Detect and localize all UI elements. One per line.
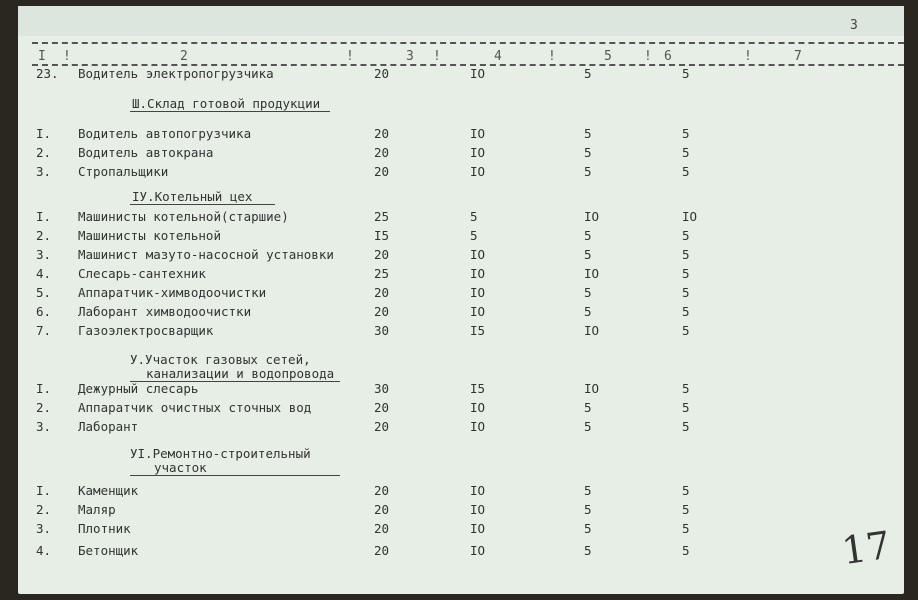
row-value-5: 5 [584, 483, 592, 498]
section-underline [130, 475, 340, 476]
row-value-5: IO [584, 209, 600, 224]
row-value-3: 30 [374, 323, 390, 338]
header-col-5: 5 [604, 49, 612, 64]
row-title: Машинисты котельной(старшие) [78, 209, 289, 224]
row-value-4: IO [470, 266, 486, 281]
row-number: 2. [36, 228, 52, 243]
row-title: Машинисты котельной [78, 228, 221, 243]
row-value-6: 5 [682, 126, 690, 141]
row-title: Дежурный слесарь [78, 381, 199, 396]
header-sep: ! [63, 49, 71, 64]
row-value-5: 5 [584, 66, 592, 81]
row-title: Лаборант [78, 419, 139, 434]
row-number: 4. [36, 543, 52, 558]
row-number: 3. [36, 419, 52, 434]
handwritten-mark: 17 [839, 522, 894, 574]
section-heading: УI.Ремонтно-строительный [130, 446, 311, 461]
row-value-5: 5 [584, 400, 592, 415]
row-value-5: 5 [584, 228, 592, 243]
row-value-4: IO [470, 502, 486, 517]
row-value-4: IO [470, 419, 486, 434]
row-title: Газоэлектросварщик [78, 323, 214, 338]
row-title: Слесарь-сантехник [78, 266, 206, 281]
section-heading: Ш.Склад готовой продукции [132, 96, 321, 111]
row-number: 3. [36, 247, 52, 262]
row-value-3: 20 [374, 126, 390, 141]
row-number: I. [36, 381, 52, 396]
row-number: 7. [36, 323, 52, 338]
section-heading: У.Участок газовых сетей, [130, 352, 311, 367]
row-value-6: 5 [682, 66, 690, 81]
row-number: I. [36, 209, 52, 224]
row-value-6: 5 [682, 304, 690, 319]
header-col-2: 2 [180, 49, 188, 64]
row-number: 4. [36, 266, 52, 281]
row-value-4: IO [470, 543, 486, 558]
header-sep: ! [433, 49, 441, 64]
row-value-3: 20 [374, 543, 390, 558]
row-value-3: 20 [374, 419, 390, 434]
row-value-4: 5 [470, 209, 478, 224]
row-value-3: 25 [374, 266, 390, 281]
row-value-6: 5 [682, 502, 690, 517]
row-value-5: 5 [584, 521, 592, 536]
row-value-4: IO [470, 400, 486, 415]
row-number: I. [36, 483, 52, 498]
row-number: 6. [36, 304, 52, 319]
row-value-4: IO [470, 145, 486, 160]
row-value-3: 20 [374, 66, 390, 81]
row-value-5: 5 [584, 126, 592, 141]
row-value-3: 20 [374, 502, 390, 517]
section-heading-line2: участок [154, 460, 207, 475]
row-value-6: 5 [682, 164, 690, 179]
row-value-3: 20 [374, 164, 390, 179]
row-title: Лаборант химводоочистки [78, 304, 252, 319]
row-value-5: IO [584, 323, 600, 338]
row-value-4: IO [470, 483, 486, 498]
row-number: 2. [36, 400, 52, 415]
row-value-4: IO [470, 304, 486, 319]
row-value-6: IO [682, 209, 698, 224]
row-value-6: 5 [682, 381, 690, 396]
row-value-4: 5 [470, 228, 478, 243]
row-value-6: 5 [682, 483, 690, 498]
header-col-4: 4 [494, 49, 502, 64]
section-underline [130, 204, 275, 205]
row-number: I. [36, 126, 52, 141]
row-value-3: 20 [374, 247, 390, 262]
top-paper-band [18, 6, 904, 36]
row-value-4: I5 [470, 381, 486, 396]
document-page [18, 6, 904, 594]
row-value-6: 5 [682, 266, 690, 281]
row-value-6: 5 [682, 145, 690, 160]
row-title: Аппаратчик-химводоочистки [78, 285, 267, 300]
row-value-4: IO [470, 521, 486, 536]
row-value-5: IO [584, 266, 600, 281]
row-value-6: 5 [682, 228, 690, 243]
row-value-6: 5 [682, 543, 690, 558]
row-value-3: 20 [374, 400, 390, 415]
row-title: Водитель автокрана [78, 145, 214, 160]
header-sep: ! [548, 49, 556, 64]
row-value-5: 5 [584, 543, 592, 558]
row-value-3: I5 [374, 228, 390, 243]
row-number: 2. [36, 502, 52, 517]
row-value-5: 5 [584, 502, 592, 517]
row-value-3: 20 [374, 285, 390, 300]
row-value-6: 5 [682, 323, 690, 338]
section-heading-line2: канализации и водопровода [146, 366, 335, 381]
row-value-4: IO [470, 285, 486, 300]
row-value-4: IO [470, 247, 486, 262]
row-value-6: 5 [682, 400, 690, 415]
row-value-6: 5 [682, 247, 690, 262]
row-title: Бетонщик [78, 543, 139, 558]
row-value-6: 5 [682, 521, 690, 536]
row-title: Каменщик [78, 483, 139, 498]
page-number: 3 [850, 18, 858, 33]
row-value-4: IO [470, 126, 486, 141]
row-value-4: I5 [470, 323, 486, 338]
header-col-7: 7 [794, 49, 802, 64]
row-title: Плотник [78, 521, 131, 536]
row-number: 3. [36, 521, 52, 536]
row-value-3: 25 [374, 209, 390, 224]
row-value-5: 5 [584, 304, 592, 319]
row-value-3: 20 [374, 521, 390, 536]
row-value-5: 5 [584, 145, 592, 160]
row-value-5: 5 [584, 285, 592, 300]
section-heading: IУ.Котельный цех [132, 189, 253, 204]
row-value-5: IO [584, 381, 600, 396]
header-col-1: I [38, 49, 46, 64]
row-value-6: 5 [682, 285, 690, 300]
header-col-3: 3 [406, 49, 414, 64]
row-value-4: IO [470, 66, 486, 81]
row-value-6: 5 [682, 419, 690, 434]
header-sep: ! [744, 49, 752, 64]
section-underline [130, 111, 330, 112]
row-title: Стропальщики [78, 164, 169, 179]
row-value-3: 30 [374, 381, 390, 396]
row-title: Маляр [78, 502, 116, 517]
row-number: 23. [36, 66, 59, 81]
row-value-5: 5 [584, 419, 592, 434]
row-title: Водитель автопогрузчика [78, 126, 252, 141]
row-number: 2. [36, 145, 52, 160]
header-sep: ! [346, 49, 354, 64]
header-top-rule [32, 42, 904, 44]
row-value-5: 5 [584, 164, 592, 179]
row-value-5: 5 [584, 247, 592, 262]
row-value-3: 20 [374, 483, 390, 498]
row-value-3: 20 [374, 145, 390, 160]
row-number: 3. [36, 164, 52, 179]
header-col-6: 6 [664, 49, 672, 64]
row-value-3: 20 [374, 304, 390, 319]
row-value-4: IO [470, 164, 486, 179]
row-title: Аппаратчик очистных сточных вод [78, 400, 312, 415]
header-sep: ! [644, 49, 652, 64]
row-number: 5. [36, 285, 52, 300]
row-title: Машинист мазуто-насосной установки [78, 247, 334, 262]
row-title: Водитель электропогрузчика [78, 66, 274, 81]
